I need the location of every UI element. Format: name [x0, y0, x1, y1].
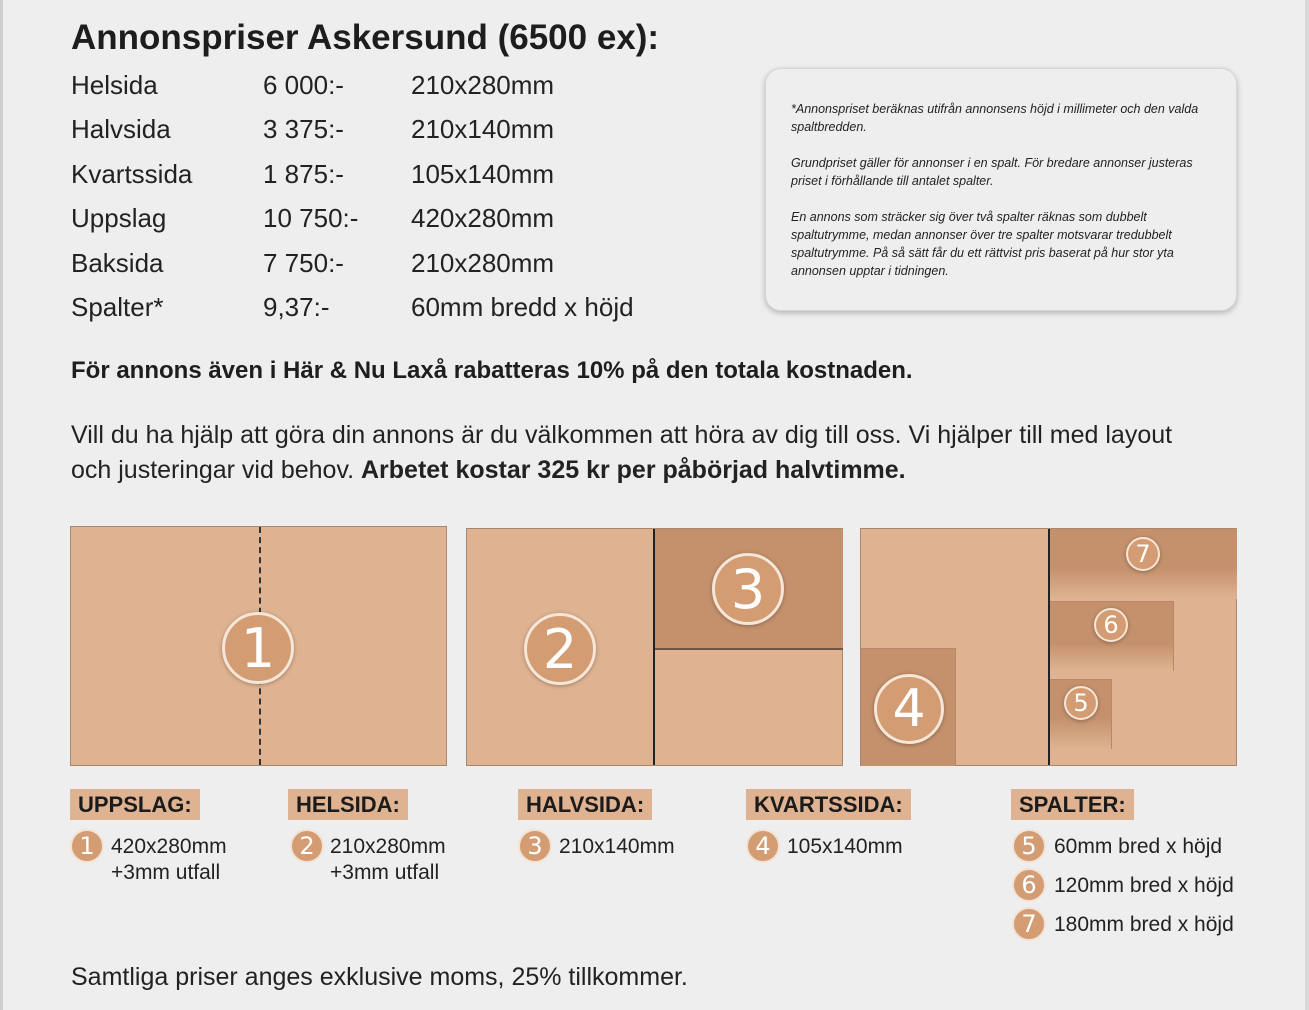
- divider-line: [1048, 529, 1050, 765]
- legend-size: 180mm bred x höjd: [1054, 913, 1234, 936]
- page-border-right: [1305, 0, 1309, 1010]
- label-spalter: SPALTER:: [1011, 789, 1134, 820]
- price-value: 1 875:-: [263, 158, 344, 189]
- number-badge-7: 7: [1126, 537, 1160, 571]
- page-border-left: [0, 0, 3, 1010]
- help-text: [71, 418, 1211, 488]
- legend-badge-4: 4: [746, 829, 780, 863]
- price-name: Kvartssida: [71, 158, 193, 189]
- legend-badge-6: 6: [1012, 868, 1046, 902]
- pricing-note-box: [765, 68, 1237, 311]
- legend-size: 120mm bred x höjd: [1054, 874, 1234, 897]
- title-circulation: (6500 ex):: [487, 18, 660, 57]
- note-paragraph: *Annonspriset beräknas utifrån annonsens höjd i millimeter och den valda spaltbredden.: [791, 102, 1199, 134]
- legend-bleed: +3mm utfall: [330, 861, 440, 884]
- price-size: 210x140mm: [411, 114, 555, 145]
- number-badge-4: 4: [874, 674, 944, 744]
- legend-size: 105x140mm: [787, 835, 903, 858]
- legend-size: 210x140mm: [559, 835, 675, 858]
- label-uppslag: UPPSLAG:: [70, 789, 200, 820]
- number-badge-1: 1: [222, 612, 294, 684]
- price-value: 10 750:-: [263, 203, 359, 234]
- legend-badge-7: 7: [1012, 907, 1046, 941]
- legend-badge-3: 3: [518, 829, 552, 863]
- number-badge-2: 2: [524, 613, 596, 685]
- note-paragraph: En annons som sträcker sig över två spalter räknas som dubbelt spaltutrymme, medan annonser över tre spalter motsvarar tredubbelt spaltutrymme. På så sätt får du ett rättvist pris baserat på hur stor yta annonsen upptar i tidningen.: [791, 210, 1174, 278]
- price-size: 210x280mm: [411, 70, 555, 100]
- label-halvsida: HALVSIDA:: [518, 789, 652, 820]
- price-value: 9,37:-: [263, 291, 330, 322]
- price-name: Spalter*: [71, 291, 164, 322]
- label-helsida: HELSIDA:: [288, 789, 408, 820]
- vat-footer: Samtliga priser anges exklusive moms, 25% tillkommer.: [71, 963, 688, 991]
- help-text-price: Arbetet kostar 325 kr per påbörjad halvtimme.: [360, 456, 906, 484]
- price-name: Helsida: [71, 70, 158, 100]
- legend-badge-2: 2: [290, 829, 324, 863]
- diagram-helsida-halvsida: [466, 528, 843, 766]
- price-value: 6 000:-: [263, 70, 344, 100]
- price-value: 7 750:-: [263, 247, 344, 278]
- legend-size: 420x280mm: [111, 835, 227, 858]
- price-name: Uppslag: [71, 203, 167, 234]
- divider-line: [655, 648, 843, 650]
- title-bold: Annonspriser Askersund: [71, 18, 488, 57]
- price-value: 3 375:-: [263, 114, 344, 145]
- price-size: 210x280mm: [411, 247, 555, 278]
- diagram-uppslag: [70, 526, 447, 766]
- price-name: Baksida: [71, 247, 164, 278]
- price-size: 105x140mm: [411, 158, 555, 189]
- number-badge-6: 6: [1094, 608, 1128, 642]
- label-kvartssida: KVARTSSIDA:: [746, 789, 911, 820]
- help-text-main: Vill du ha hjälp att göra din annons är du välkommen att höra av dig till oss. Vi hjälper till med layout och justeringar vid behov.: [71, 421, 1173, 484]
- diagram-kvartssida-spalter: [860, 528, 1237, 766]
- legend-size: 60mm bred x höjd: [1054, 835, 1223, 858]
- divider-line: [653, 529, 655, 765]
- price-size: 60mm bredd x höjd: [411, 291, 634, 322]
- page-title: [71, 18, 659, 58]
- legend-badge-1: 1: [70, 829, 104, 863]
- number-badge-5: 5: [1064, 686, 1098, 720]
- discount-text: För annons även i Här & Nu Laxå rabatteras 10% på den totala kostnaden.: [71, 357, 913, 384]
- price-size: 420x280mm: [411, 203, 555, 234]
- price-name: Halvsida: [71, 114, 171, 145]
- legend-badge-5: 5: [1012, 829, 1046, 863]
- legend-size: 210x280mm: [330, 835, 446, 858]
- number-badge-3: 3: [712, 553, 784, 625]
- note-paragraph: Grundpriset gäller för annonser i en spalt. För bredare annonser justeras priset i förhållande till antalet spalter.: [791, 156, 1193, 188]
- legend-bleed: +3mm utfall: [111, 861, 221, 884]
